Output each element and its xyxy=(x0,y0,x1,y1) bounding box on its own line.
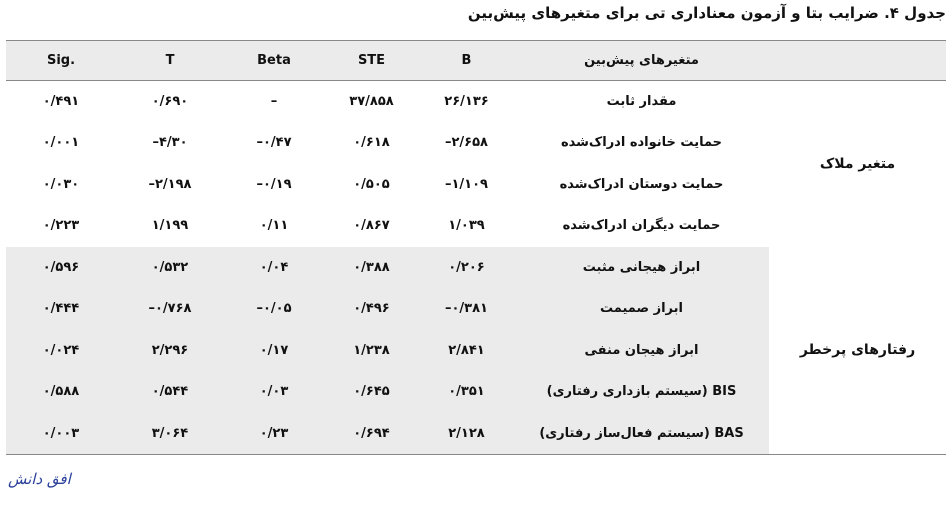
header-t: T xyxy=(116,41,224,81)
ste-cell: ۰/۶۹۴ xyxy=(324,413,419,455)
b-cell: –۱/۱۰۹ xyxy=(445,176,488,192)
b-cell: ۲۶/۱۳۶ xyxy=(444,94,489,109)
b-cell: –۰/۳۸۱ xyxy=(419,288,514,330)
ste-cell: ۰/۵۰۵ xyxy=(353,176,390,192)
ste-cell: ۰/۳۸۸ xyxy=(324,247,419,289)
ste-cell: ۱/۲۳۸ xyxy=(324,330,419,372)
predictor-cell: حمایت دوستان ادراک‌شده xyxy=(559,176,724,192)
t-cell: ۰/۵۳۲ xyxy=(116,247,224,289)
header-group xyxy=(769,41,946,81)
t-cell: ۳/۰۶۴ xyxy=(116,413,224,455)
group-risky-behaviors: رفتارهای پرخطر xyxy=(769,247,946,455)
regression-table xyxy=(6,40,946,455)
beta-cell: ۰/۱۱ xyxy=(259,218,289,234)
sig-cell: ۰/۰۳۰ xyxy=(42,176,80,192)
header-row xyxy=(6,41,946,81)
predictor-cell: حمایت دیگران ادراک‌شده xyxy=(562,218,721,234)
b-cell: ۱/۰۳۹ xyxy=(448,218,485,234)
sig-cell: ۰/۲۲۳ xyxy=(42,218,80,234)
ste-cell: ۰/۸۶۷ xyxy=(353,218,390,234)
predictor-cell: حمایت خانواده ادراک‌شده xyxy=(560,135,723,151)
table-row xyxy=(6,81,946,123)
journal-logo: افق دانش xyxy=(8,470,71,488)
t-cell: ۰/۶۹۰ xyxy=(151,94,189,109)
group-criterion: متغیر ملاک xyxy=(769,81,946,247)
beta-cell: –۰/۱۹ xyxy=(256,176,292,192)
t-cell: –۰/۷۶۸ xyxy=(116,288,224,330)
t-cell: ۱/۱۹۹ xyxy=(151,218,189,234)
ste-cell: ۰/۶۱۸ xyxy=(353,135,390,151)
b-cell: ۲/۱۲۸ xyxy=(419,413,514,455)
beta-cell: ۰/۲۳ xyxy=(224,413,324,455)
beta-cell: ۰/۱۷ xyxy=(224,330,324,372)
b-cell: ۰/۳۵۱ xyxy=(419,371,514,413)
t-cell: ۲/۲۹۶ xyxy=(116,330,224,372)
predictor-cell: مقدار ثابت xyxy=(606,94,677,109)
predictor-cell: ابراز هیجانی مثبت xyxy=(514,247,769,289)
header-b: B xyxy=(419,41,514,81)
sig-cell: ۰/۰۰۱ xyxy=(42,135,80,151)
beta-cell: ۰/۰۳ xyxy=(224,371,324,413)
ste-cell: ۰/۴۹۶ xyxy=(324,288,419,330)
sig-cell: ۰/۴۹۱ xyxy=(42,94,80,109)
b-cell: ۲/۸۴۱ xyxy=(419,330,514,372)
header-beta: Beta xyxy=(224,41,324,81)
table-row xyxy=(6,247,946,289)
header-ste: STE xyxy=(324,41,419,81)
sig-cell: ۰/۰۲۴ xyxy=(6,330,116,372)
sig-cell: ۰/۰۰۳ xyxy=(6,413,116,455)
header-sig: Sig. xyxy=(6,41,116,81)
predictor-cell: ابراز هیجان منفی xyxy=(514,330,769,372)
b-cell: –۲/۶۵۸ xyxy=(445,135,488,151)
beta-cell: –۰/۴۷ xyxy=(256,135,292,151)
t-cell: –۲/۱۹۸ xyxy=(148,176,192,192)
predictor-cell: BAS (سیستم فعال‌ساز رفتاری) xyxy=(514,413,769,455)
ste-cell: ۰/۶۴۵ xyxy=(324,371,419,413)
beta-cell: ۰/۰۴ xyxy=(224,247,324,289)
beta-cell: –۰/۰۵ xyxy=(224,288,324,330)
beta-cell: – xyxy=(270,94,278,109)
sig-cell: ۰/۵۹۶ xyxy=(6,247,116,289)
sig-cell: ۰/۴۴۴ xyxy=(6,288,116,330)
b-cell: ۰/۲۰۶ xyxy=(419,247,514,289)
header-predictors: متغیرهای پیش‌بین xyxy=(514,41,769,81)
t-cell: ۰/۵۴۴ xyxy=(116,371,224,413)
ste-cell: ۳۷/۸۵۸ xyxy=(349,94,394,109)
predictor-cell: ابراز صمیمت xyxy=(514,288,769,330)
predictor-cell: BIS (سیستم بازداری رفتاری) xyxy=(514,371,769,413)
sig-cell: ۰/۵۸۸ xyxy=(6,371,116,413)
t-cell: –۴/۳۰ xyxy=(152,135,188,151)
table-caption: جدول ۴. ضرایب بتا و آزمون معناداری تی برای متغیرهای پیش‌بین xyxy=(467,4,946,22)
